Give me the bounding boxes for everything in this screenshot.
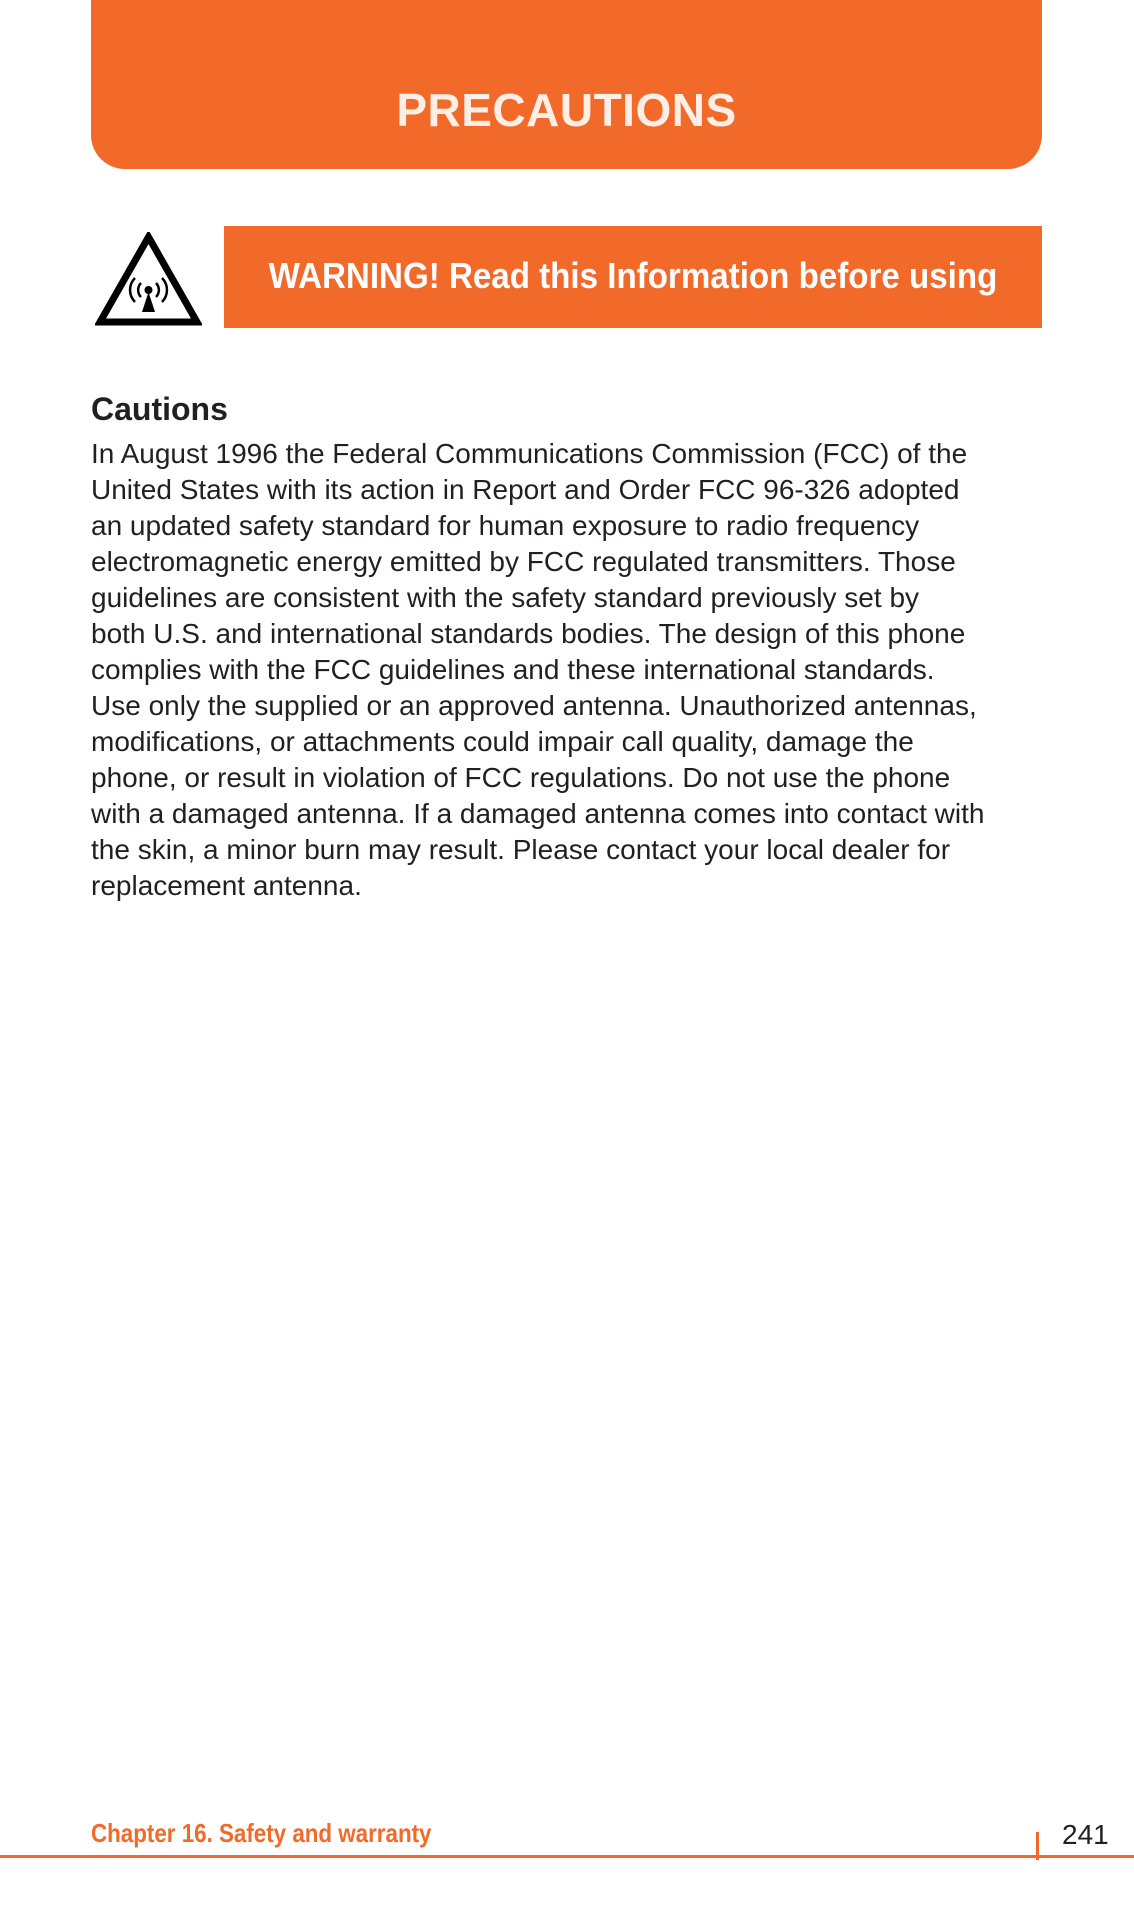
footer-divider bbox=[0, 1855, 1134, 1858]
body-paragraph: In August 1996 the Federal Communications Commission (FCC) of the United States with its action in Report and Order FCC 96-326 adopted an updated safety standard for human exposure to radio frequency electromagnetic energy emitted by FCC regulated transmitters. Those guidelines are consistent with the safety standard previously set by both U.S. and international standards bodies. The design of this phone complies with the FCC guidelines and these international standards. Use only the supplied or an approved antenna. Unauthorized antennas, modifications, or attachments could impair call quality, damage the phone, or result in violation of FCC regulations. Do not use the phone with a damaged antenna. If a damaged antenna comes into contact with the skin, a minor burn may result. Please contact your local dealer for replacement antenna. bbox=[91, 438, 985, 901]
radio-wave-hazard-icon bbox=[95, 232, 202, 327]
page-number: 241 bbox=[1062, 1819, 1109, 1850]
warning-bar bbox=[224, 226, 1042, 328]
footer-chapter-label: Chapter 16. Safety and warranty bbox=[91, 1818, 432, 1848]
footer-tick bbox=[1036, 1832, 1039, 1860]
page-title: PRECAUTIONS bbox=[396, 84, 737, 136]
header-banner bbox=[91, 0, 1042, 169]
section-heading: Cautions bbox=[91, 391, 228, 427]
warning-text: WARNING! Read this Information before using bbox=[268, 255, 998, 296]
